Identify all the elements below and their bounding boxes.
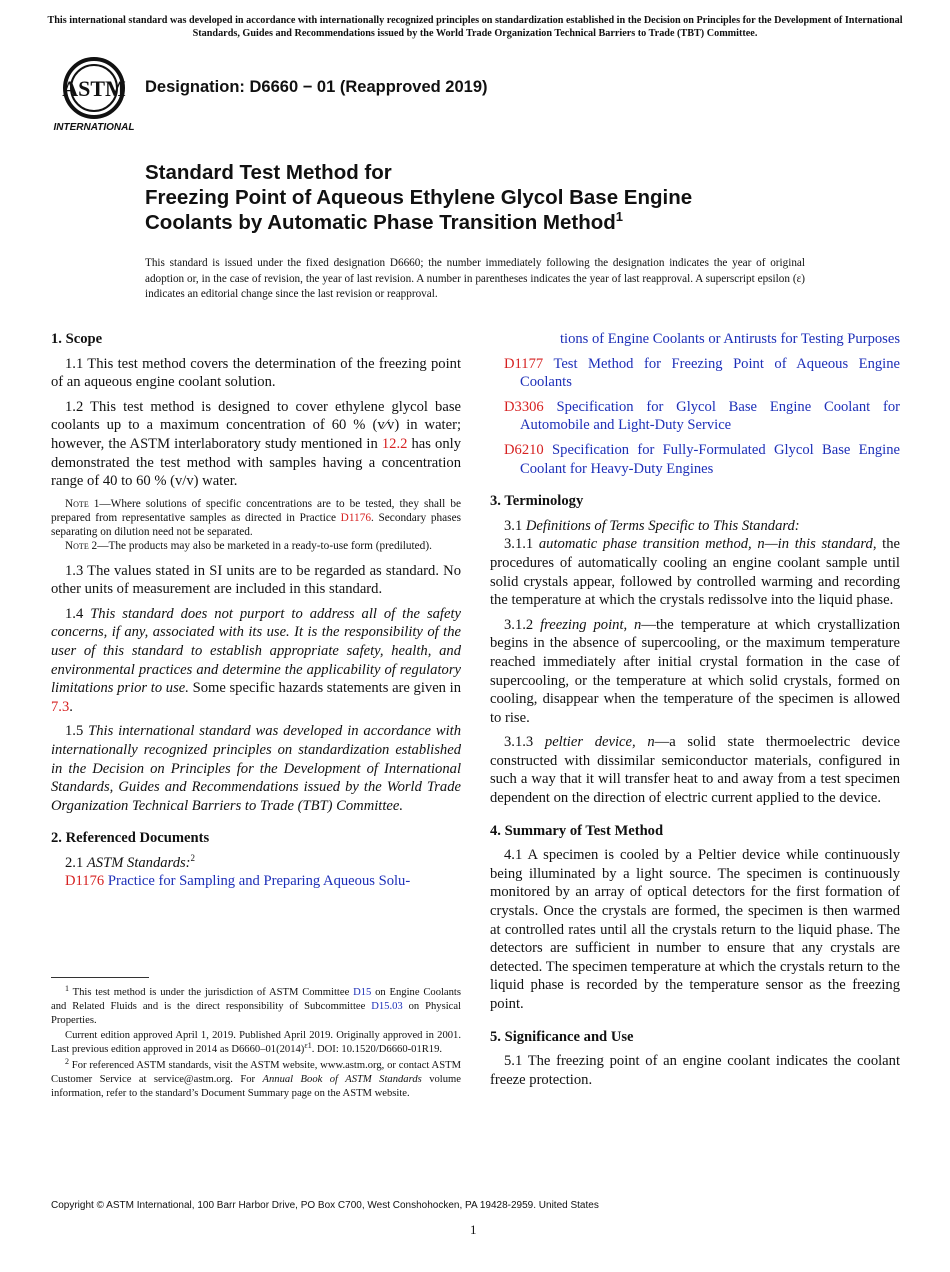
paragraph-1-3: 1.3 The values stated in SI units are to be regarded as standard. No other units of measurement are included in this standard.: [51, 562, 461, 598]
footnote-2-text: For referenced ASTM standards, visit the ASTM website, www.astm.org, or contact ASTM Customer Service at service@astm.org. For: [51, 1059, 461, 1085]
paragraph-1-4-text: Some specific hazards statements are given in: [188, 680, 462, 697]
paragraph-1-5-italic: This international standard was developed in accordance with internationally recognized principles on standardization established in the Decision on Principles for the Development of International Standards, Guides and Recommendations issued by the World Trade Organization Technical Barriers to Trade (TBT) Committee.: [51, 723, 462, 814]
logo-mark-text: ASTM: [62, 76, 126, 101]
section-2-heading: 2. Referenced Documents: [51, 830, 210, 847]
term-freezing-point: freezing point, n: [540, 616, 642, 633]
section-5-heading: 5. Significance and Use: [490, 1028, 634, 1045]
footnote-2-mark: 2: [190, 852, 196, 863]
paragraph-1-4-italic: This standard does not purport to address all of the safety concerns, if any, associated with its use. It is the responsibility of the user of this standard to establish appropriate safety, health, and environmental practices and determine the applicability of regulatory limitations prior to use.: [51, 605, 461, 697]
link-7-3[interactable]: 7.3: [51, 698, 70, 715]
note-1-text: 1—Where solutions of specific concentrations are to be tested, they shall be prepared from representative samples as directed in Practice: [51, 497, 461, 524]
term-peltier-device: peltier device, n: [544, 734, 655, 751]
paragraph-3-1-2: [490, 616, 900, 728]
logo-subtext: INTERNATIONAL: [53, 122, 135, 133]
footnote-2-mark-bottom: 2: [65, 1056, 69, 1066]
note-2-text: 2—The products may also be marketed in a ready-to-use form (prediluted).: [88, 540, 432, 553]
reference-title[interactable]: Test Method for Freezing Point of Aqueous Engine Coolants: [520, 355, 900, 391]
astm-logo-icon: [52, 56, 136, 134]
astm-logo: [52, 56, 136, 134]
paragraph-3-1-num: 3.1: [504, 517, 526, 534]
top-notice: This international standard was developed in accordance with internationally recognized principles on standardization established in the Decision on Principles for the Development of International Standards, Guides and Recommendations issued by the World Trade Organization Technical Barriers to Trade (TBT) Committee.: [47, 15, 903, 39]
epsilon-mark: ε1: [304, 1041, 312, 1051]
reference-d1176-continued[interactable]: tions of Engine Coolants or Antirusts for Testing Purposes: [559, 331, 900, 347]
paragraph-4-1: 4.1 A specimen is cooled by a Peltier device while continuously being illuminated by a light source. The specimen is continuously monitored by an array of optical detectors for the first formation of crystals. Once the crystals are formed, the specimen is then warmed at controlled rates until all the crystals return to the liquid phase. The detectors are sufficient in number to ensure that any crystals are detected. The specimen temperature at which the crystals return to the liquid phase is recorded by the temperature sensor as the freezing point.: [490, 847, 900, 1012]
note-2: [51, 539, 461, 553]
paragraph-1-1: 1.1 This test method covers the determination of the freezing point of an aqueous engine coolant solution.: [51, 355, 461, 391]
edition-doi: . DOI: 10.1520/D6660-01R19.: [311, 1044, 443, 1056]
title-line-2: Freezing Point of Aqueous Ethylene Glycol Base Engine: [145, 186, 693, 209]
paragraph-1-5: [51, 722, 461, 815]
section-3-heading: 3. Terminology: [490, 493, 584, 510]
reference-code[interactable]: D1177: [504, 355, 544, 372]
footnote-1-mark: 1: [65, 984, 69, 993]
link-d15[interactable]: D15: [353, 987, 372, 998]
paragraph-3-1: [490, 517, 900, 536]
paragraph-1-2: [51, 398, 461, 491]
paragraph-3-1-3: [490, 733, 900, 807]
paragraph-1-2-text: 1.2 This test method is designed to cover ethylene glycol base coolants up to a maximum concentration of 60 % (v⁄v) in water; however, the ASTM interlaboratory study mentioned in: [51, 398, 461, 452]
reference-d1176-start[interactable]: [51, 872, 461, 891]
note-1-label: Note: [65, 497, 89, 510]
paragraph-1-4: [51, 605, 461, 717]
reference-code[interactable]: D6210: [504, 441, 544, 458]
paragraph-2-1: [51, 854, 461, 873]
paragraph-1-2-text-b: has only demonstrated the test method with samples having a concentration range of 40 to 60 % (v/v) water.: [51, 435, 461, 490]
link-d15-03[interactable]: D15.03: [371, 1000, 403, 1012]
note-1: [51, 497, 461, 540]
paragraph-1-4-num: 1.4: [65, 605, 91, 622]
paragraph-3-1-2-num: 3.1.2: [504, 616, 541, 633]
link-12-2[interactable]: 12.2: [381, 435, 408, 452]
footnotes: [51, 986, 461, 1102]
reference-title[interactable]: Specification for Glycol Base Engine Coolant for Automobile and Light-Duty Service: [520, 398, 900, 434]
reference-d6210[interactable]: [490, 441, 900, 478]
footnote-2-italic: Annual Book of ASTM Standards: [262, 1073, 422, 1085]
footnote-1-edition: [51, 1029, 461, 1057]
reference-d1177[interactable]: [490, 355, 900, 392]
paragraph-2-1-italic: ASTM Standards:: [86, 854, 191, 871]
paragraph-3-1-1: [490, 535, 900, 609]
reference-title-clipped[interactable]: Practice for Sampling and Preparing Aqueous Solu-: [107, 873, 411, 890]
page-number: 1: [470, 1222, 477, 1237]
reference-d3306[interactable]: [490, 398, 900, 435]
right-column: [490, 330, 900, 1095]
paragraph-2-1-num: 2.1: [65, 854, 87, 871]
title-line-1: Standard Test Method for: [145, 161, 392, 184]
issued-note: This standard is issued under the fixed designation D6660; the number immediately following the designation indicates the year of original adoption or, in the case of revision, the year of last revision. A number in parentheses indicates the year of last reapproval. A superscript epsilon (ε) indicates an editorial change since the last revision or reapproval.: [145, 257, 805, 300]
reference-code[interactable]: D1176: [65, 873, 105, 890]
paragraph-3-1-2-text: —the temperature at which crystallization begins in the absence of supercooling, or the maximum temperature reached immediately after initial crystal formation in the case of supercooling, or the temperature at which solid crystals, formed on cooling, disappear when the temperature of the specimen is allowed to rise.: [490, 616, 900, 726]
paragraph-3-1-italic: Definitions of Terms Specific to This Standard:: [525, 517, 800, 534]
title-line-3-text: Coolants by Automatic Phase Transition Method: [145, 211, 616, 234]
paragraph-1-4-end: .: [69, 698, 73, 715]
title-line-3: [145, 210, 865, 235]
copyright: Copyright © ASTM International, 100 Barr Harbor Drive, PO Box C700, West Conshohocken, PA 19428-2959. United States: [51, 1200, 599, 1211]
paragraph-3-1-3-num: 3.1.3: [504, 734, 545, 751]
title-footnote-mark: 1: [615, 209, 624, 224]
left-column: [51, 330, 461, 897]
footnote-2: [51, 1056, 461, 1100]
note-1-text-b: . Secondary phases separating on dilution need not be separated.: [51, 511, 461, 539]
note-2-label: Note: [65, 540, 89, 553]
footnote-1-text-c: on Physical Properties.: [51, 1000, 462, 1026]
footnote-1-text-b: on Engine Coolants and Related Fluids and is the direct responsibility of Subcommittee: [51, 987, 461, 1012]
reference-code[interactable]: D3306: [504, 398, 544, 415]
term-automatic-phase-transition: automatic phase transition method, n—in this standard: [538, 536, 873, 553]
designation: Designation: D6660 − 01 (Reapproved 2019): [145, 78, 488, 96]
paragraph-3-1-3-text: —a solid state thermoelectric device constructed with dissimilar semiconductor materials, configured in such a way that it will transfer heat to and away from a test specimen dependent on the direction of electric current applied to the device.: [490, 734, 900, 807]
paragraph-3-1-1-text: , the procedures of automatically cooling an engine coolant sample until solid crystals appear, followed by controlled warming and recording the temperature at which the crystals redissolve into the liquid phase.: [490, 536, 900, 609]
section-4-heading: 4. Summary of Test Method: [490, 822, 664, 839]
footnote-1: [51, 986, 461, 1027]
paragraph-3-1-1-num: 3.1.1: [504, 536, 539, 553]
reference-title[interactable]: Specification for Fully-Formulated Glycol Base Engine Coolant for Heavy-Duty Engines: [520, 441, 900, 477]
section-1-heading: 1. Scope: [51, 331, 103, 347]
document-title: [145, 160, 865, 235]
paragraph-5-1: 5.1 The freezing point of an engine coolant indicates the coolant freeze protection.: [490, 1053, 900, 1088]
footnote-1-text: This test method is under the jurisdiction of ASTM Committee: [69, 987, 354, 998]
footnote-2-text-b: volume information, refer to the standard’s Document Summary page on the ASTM website.: [51, 1073, 461, 1099]
edition-text: Current edition approved April 1, 2019. Published April 2019. Originally approved in 2001. Last previous edition approved in 2014 as D6660–01(2014): [51, 1030, 461, 1056]
paragraph-1-5-num: 1.5: [65, 723, 89, 740]
footnote-divider: [51, 977, 149, 978]
link-d1176-note[interactable]: D1176: [340, 511, 371, 524]
